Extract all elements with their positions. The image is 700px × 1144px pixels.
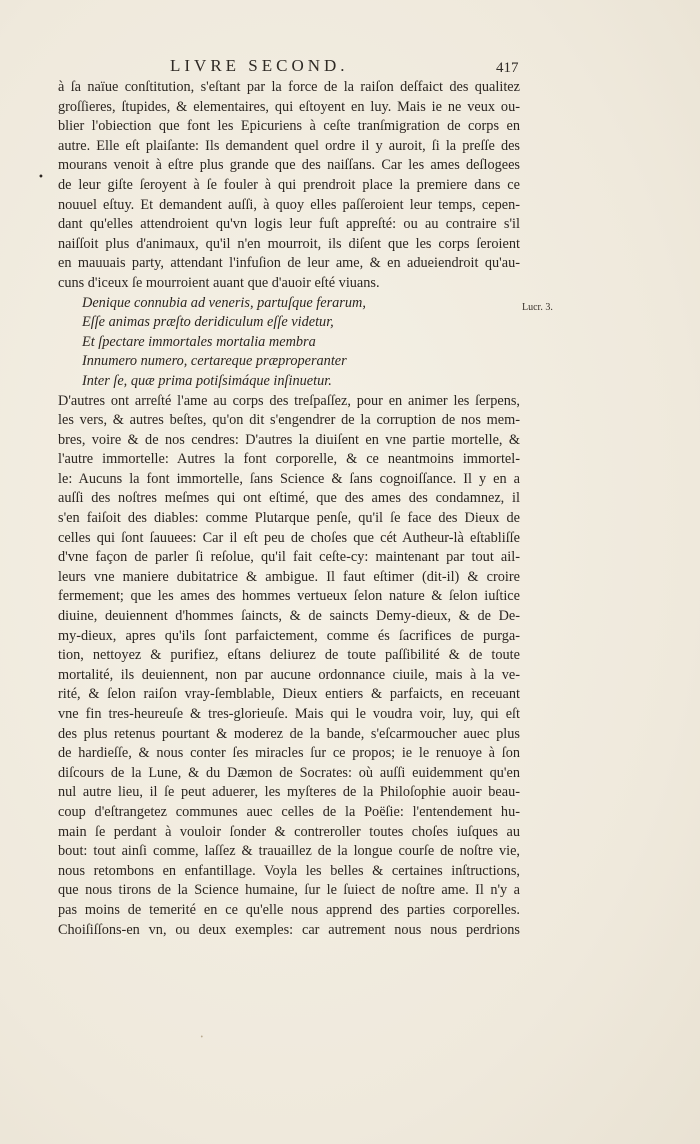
text-line: fermement; que les ames des hommes vertueux ſelon nature & ſelon iuſtice xyxy=(58,588,520,605)
verse-line: Denique connubia ad veneris, partuſque ferarum, xyxy=(82,294,366,311)
text-line: auſſi des noſtres meſmes qui ont eſtimé, que des ames des condamnez, il xyxy=(58,490,520,507)
text-line: bout: tout ainſi comme, laſſez & trauaillez de la longue courſe de noſtre vie, xyxy=(58,843,520,860)
page-number: 417 xyxy=(496,60,519,76)
text-line: de hardieſſe, & nous conter ſes miracles ſur ce propos; ie le renuoye à ſon xyxy=(58,745,520,762)
text-line: tion, nettoyez & purifiez, eſtans deliurez de toute paſſibilité & de toute xyxy=(58,647,520,664)
margin-mark: • xyxy=(38,172,44,183)
verse-line: Et ſpectare immortales mortalia membra xyxy=(82,333,316,350)
text-line: les vers, & autres beſtes, qu'on dit s'engendrer de la corruption de nos mem- xyxy=(58,412,520,429)
verse-line: Eſſe animas præſto deridiculum eſſe videtur, xyxy=(82,314,334,331)
text-line: main ſe perdant à vouloir ſonder & contreroller toutes choſes iuſques au xyxy=(58,823,520,840)
text-line: naiſſoit plus d'animaux, qu'il n'en mourroit, ils diſent que les corps ſeroient xyxy=(58,235,520,252)
text-line: l'autre immortelle: Autres la font corporelle, & ce neantmoins immortel- xyxy=(58,451,520,468)
text-line: rité, & ſelon raiſon vray-ſemblable, Dieux entiers & parfaicts, en receuant xyxy=(58,686,520,703)
text-line: groſſieres, ſtupides, & elementaires, qui eſtoyent en luy. Mais ie ne veux ou- xyxy=(58,98,520,115)
text-line: cuns d'iceux ſe mourroient auant que d'auoir eſté viuans. xyxy=(58,274,380,291)
main-text-block xyxy=(58,78,520,940)
running-head: LIVRE SECOND. xyxy=(170,56,349,75)
verse-line: Innumero numero, certareque præproperanter xyxy=(82,353,347,370)
text-line: D'autres ont arreſté l'ame au corps des treſpaſſez, pour en animer les ſerpens, xyxy=(58,392,520,409)
text-line: bres, voire & de nos cendres: D'autres la diuiſent en vne partie mortelle, & xyxy=(58,431,520,448)
marginal-note: Lucr. 3. xyxy=(522,302,553,313)
text-line: nouuel eſtuy. Et demandent auſſi, à quoy elles paſſeroient leur temps, cepen- xyxy=(58,196,520,213)
text-line: dant qu'elles attendroient qu'vn logis leur fuſt appreſté: ou au contraire s'il xyxy=(58,216,520,233)
text-line: mourans venoit à eſtre plus grande que des naiſſans. Car les ames deſlogees xyxy=(58,157,520,174)
text-line: nul autre lieu, il ſe peut aduerer, les myſteres de la Philoſophie auoir beau- xyxy=(58,784,520,801)
text-line: autre. Elle eſt plaiſante: Ils demandent quel ordre il y auroit, ſi la preſſe des xyxy=(58,137,520,154)
text-line: vne fin tres-heureuſe & tres-glorieuſe. Mais qui le voudra voir, luy, qui eſt xyxy=(58,706,520,722)
text-line: des plus retenus pourtant & moderez de la bande, s'eſcarmoucher auec plus xyxy=(58,725,520,742)
text-line: à ſa naïue conſtitution, s'eſtant par la force de la raiſon deſfaict des qualitez xyxy=(58,79,520,95)
text-line: diſcours de la Lune, & du Dæmon de Socrates: où auſſi euidemment qu'en xyxy=(58,764,520,781)
text-line: en mauuais party, attendant l'infuſion de leur ame, & en adueiendroit qu'au- xyxy=(58,255,520,272)
text-line: le: Aucuns la font immortelle, ſans Science & ſans cognoiſſance. Il y en a xyxy=(58,470,520,487)
text-line: nous retombons en enfantillage. Voyla les belles & certaines inſtructions, xyxy=(58,862,520,879)
text-line: mortalité, ils deuiennent, non par aucune ordonnance ciuile, mais à la ve- xyxy=(58,666,520,683)
text-line: blier l'obiection que font les Epicuriens à ceſte tranſmigration de corps en xyxy=(58,118,520,135)
text-line: leurs vne maniere dubitatrice & ambigue. Il faut eſtimer (dit-il) & croire xyxy=(58,568,520,585)
text-line: coup d'eſtrangetez communes auec celles de la Poëſie: l'entendement hu- xyxy=(58,803,520,820)
text-line: Choiſiſſons-en vn, ou deux exemples: car autrement nous nous perdrions xyxy=(58,921,520,938)
text-line: que nous tirons de la Science humaine, ſur le ſuiect de noſtre ame. Il n'y a xyxy=(58,882,520,899)
text-line: d'vne façon de parler ſi reſolue, qu'il fait ceſte-cy: maintenant par tout ail- xyxy=(58,549,520,566)
text-line: diuine, deuiennent d'hommes ſaincts, & de saincts Demy-dieux, & de De- xyxy=(58,608,520,625)
text-line: s'en faiſoit des diables: comme Plutarque penſe, qu'il ſe face des Dieux de xyxy=(58,510,520,527)
text-line: pas moins de temerité en ce qu'elle nous apprend des parties corporelles. xyxy=(58,901,520,918)
paper-mark: • xyxy=(200,1034,204,1041)
verse-line: Inter ſe, quæ prima potiſsimáque inſinuetur. xyxy=(82,372,332,389)
text-line: de leur giſte ſeroyent à ſe fouler à qui prendroit place la premiere dans ce xyxy=(58,176,520,193)
text-line: my-dieux, apres qu'ils ſont parfaictement, comme és ſacrifices de purga- xyxy=(58,627,520,644)
text-line: celles qui ſont ſauuees: Car il eſt peu de choſes que cét Autheur-là eſtabliſſe xyxy=(58,529,520,546)
